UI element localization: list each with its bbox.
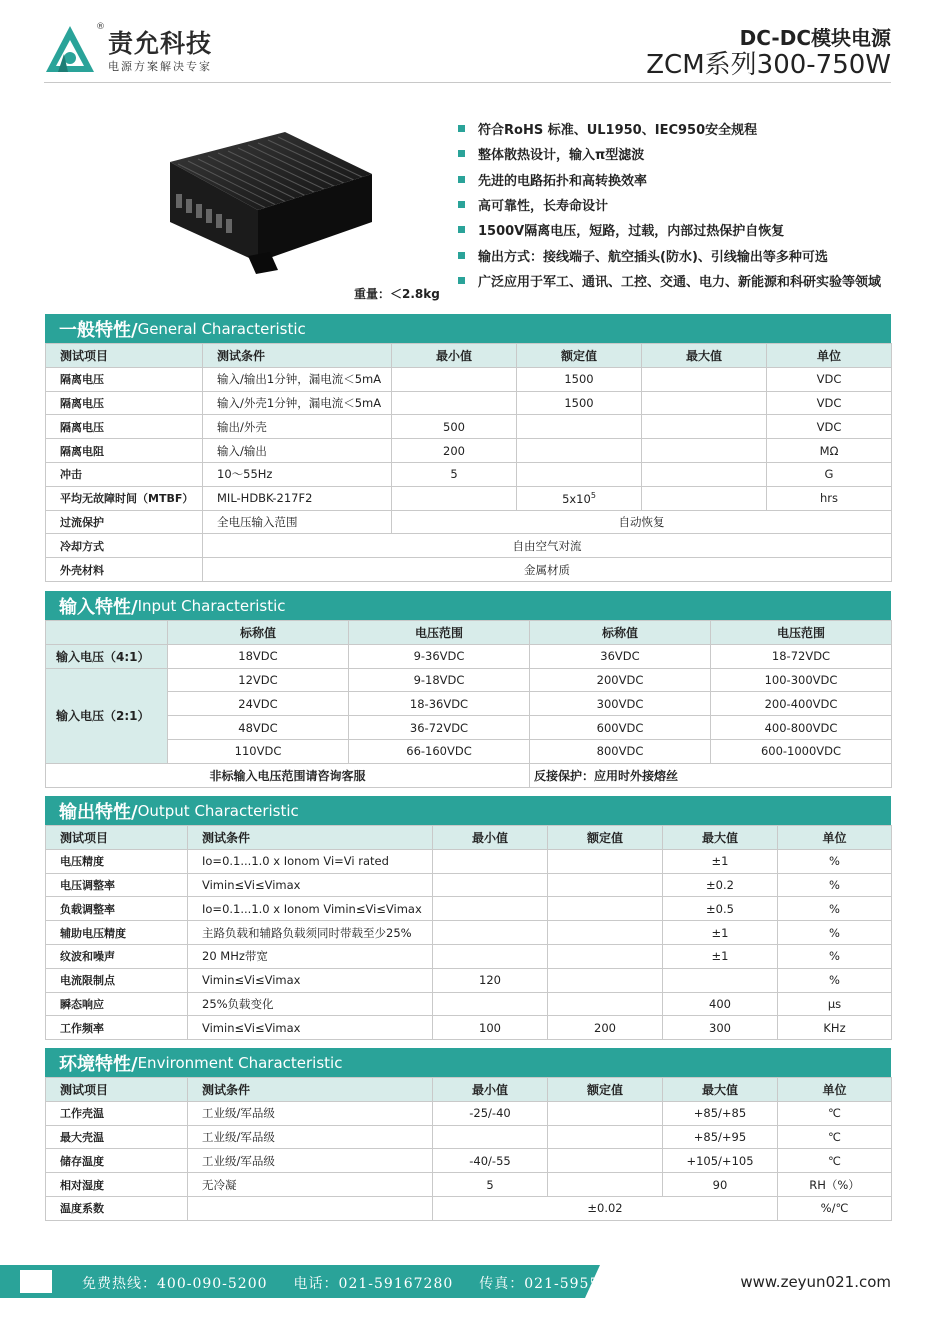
table-row: 平均无故障时间（MTBF） MIL-HDBK-217F2 $5x10^5$ hrs: [46, 486, 892, 510]
bullet-square-icon: [458, 226, 465, 233]
table-row: 过流保护 全电压输入范围 自动恢复: [46, 510, 892, 534]
footer-contacts: [82, 1273, 665, 1293]
table-row: 输入电压（4:1） 18VDC 9-36VDC 36VDC 18-72VDC: [46, 644, 892, 668]
input-section: [45, 591, 891, 788]
logo-triangle-icon: [44, 24, 96, 74]
website-link[interactable]: www.zeyun021.com: [740, 1273, 891, 1291]
fax: 传真：021-59553702: [479, 1276, 639, 1292]
table-row: 工作壳温 工业级/军品级 -25/-40 +85/+85 ℃: [46, 1101, 892, 1125]
company-logo: [44, 22, 244, 78]
output-section: [45, 796, 891, 1040]
bullet-square-icon: [458, 201, 465, 208]
environment-section-header: 环境特性/ Environment Characteristic: [45, 1048, 891, 1077]
table-row: 非标输入电压范围请咨询客服 反接保护：应用时外接熔丝: [46, 763, 892, 787]
company-name: 责允科技: [108, 29, 213, 58]
table-row: 最大壳温 工业级/军品级 +85/+95 ℃: [46, 1125, 892, 1149]
environment-table: [45, 1077, 892, 1221]
table-header-row: 测试项目 测试条件 最小值 额定值 最大值 单位: [46, 344, 892, 368]
footer-square-icon: [20, 1270, 52, 1293]
footer: [0, 1265, 935, 1298]
feature-item: 高可靠性，长寿命设计: [458, 192, 881, 217]
table-row: 相对湿度 无冷凝 5 90 RH（%）: [46, 1173, 892, 1197]
hotline: 免费热线：400-090-5200: [82, 1276, 268, 1292]
doc-subtitle: ZCM系列300-750W: [646, 50, 891, 80]
table-row: 工作频率 Vimin≤Vi≤Vimax 100 200 300 KHz: [46, 1016, 892, 1040]
feature-item: 整体散热设计，输入π型滤波: [458, 141, 881, 166]
feature-list: [458, 116, 881, 293]
product-image: [160, 122, 380, 282]
mtbf-value: $5x10^5$: [517, 486, 642, 510]
feature-item: 符合RoHS 标准、UL1950、IEC950安全规程: [458, 116, 881, 141]
table-row: 24VDC 18-36VDC 300VDC 200-400VDC: [46, 692, 892, 716]
table-row: 纹波和噪声 20 MHz带宽 ±1 %: [46, 944, 892, 968]
bullet-square-icon: [458, 125, 465, 132]
bullet-square-icon: [458, 252, 465, 259]
company-slogan: 电源方案解决专家: [108, 60, 212, 73]
table-row: 储存温度 工业级/军品级 -40/-55 +105/+105 ℃: [46, 1149, 892, 1173]
table-row: 电压精度 Io=0.1...1.0 x Ionom Vi=Vi rated ±1 %: [46, 849, 892, 873]
table-row: 冲击 10～55Hz 5 G: [46, 462, 892, 486]
table-row: 冷却方式 自由空气对流: [46, 534, 892, 558]
power-module-picture: [160, 122, 380, 282]
registered-mark: ®: [96, 22, 105, 32]
table-row: 负载调整率 Io=0.1...1.0 x Ionom Vimin≤Vi≤Vimax ±0.5 %: [46, 897, 892, 921]
table-row: 隔离电压 输出/外壳 500 VDC: [46, 415, 892, 439]
output-section-header: 输出特性/ Output Characteristic: [45, 796, 891, 825]
feature-item: 广泛应用于军工、通讯、工控、交通、电力、新能源和科研实验等领域: [458, 268, 881, 293]
table-row: 外壳材料 金属材质: [46, 558, 892, 582]
general-section-header: 一般特性/ General Characteristic: [45, 314, 891, 343]
table-row: 瞬态响应 25%负载变化 400 μs: [46, 992, 892, 1016]
product-weight: 重量：＜2.8kg: [354, 287, 440, 301]
feature-item: 先进的电路拓扑和高转换效率: [458, 167, 881, 192]
table-row: 110VDC 66-160VDC 800VDC 600-1000VDC: [46, 739, 892, 763]
table-row: 隔离电阻 输入/输出 200 MΩ: [46, 439, 892, 463]
table-row: 温度系数 ±0.02 %/℃: [46, 1196, 892, 1220]
header-divider: [44, 82, 891, 83]
table-row: 电压调整率 Vimin≤Vi≤Vimax ±0.2 %: [46, 873, 892, 897]
table-row: 隔离电压 输入/外壳1分钟，漏电流＜5mA 1500 VDC: [46, 391, 892, 415]
table-row: 电流限制点 Vimin≤Vi≤Vimax 120 %: [46, 968, 892, 992]
environment-section: [45, 1048, 891, 1221]
bullet-square-icon: [458, 277, 465, 284]
table-header-row: 测试项目 测试条件 最小值 额定值 最大值 单位: [46, 826, 892, 850]
general-section: [45, 314, 891, 582]
input-section-header: 输入特性/ Input Characteristic: [45, 591, 891, 620]
input-table: [45, 620, 892, 788]
bullet-square-icon: [458, 176, 465, 183]
feature-item: 输出方式：接线端子、航空插头(防水)、引线输出等多种可选: [458, 242, 881, 267]
table-row: 辅助电压精度 主路负载和辅路负载须同时带载至少25% ±1 %: [46, 921, 892, 945]
table-header-row: 标称值 电压范围 标称值 电压范围: [46, 621, 892, 645]
bullet-square-icon: [458, 150, 465, 157]
phone: 电话：021-59167280: [293, 1276, 454, 1292]
general-table: [45, 343, 892, 582]
table-header-row: 测试项目 测试条件 最小值 额定值 最大值 单位: [46, 1078, 892, 1102]
doc-title: DC-DC模块电源: [739, 26, 891, 50]
table-row: 输入电压（2:1） 12VDC 9-18VDC 200VDC 100-300VDC: [46, 668, 892, 692]
feature-item: 1500V隔离电压，短路，过载，内部过热保护自恢复: [458, 217, 881, 242]
output-table: [45, 825, 892, 1040]
table-row: 隔离电压 输入/输出1分钟，漏电流＜5mA 1500 VDC: [46, 367, 892, 391]
table-row: 48VDC 36-72VDC 600VDC 400-800VDC: [46, 716, 892, 740]
